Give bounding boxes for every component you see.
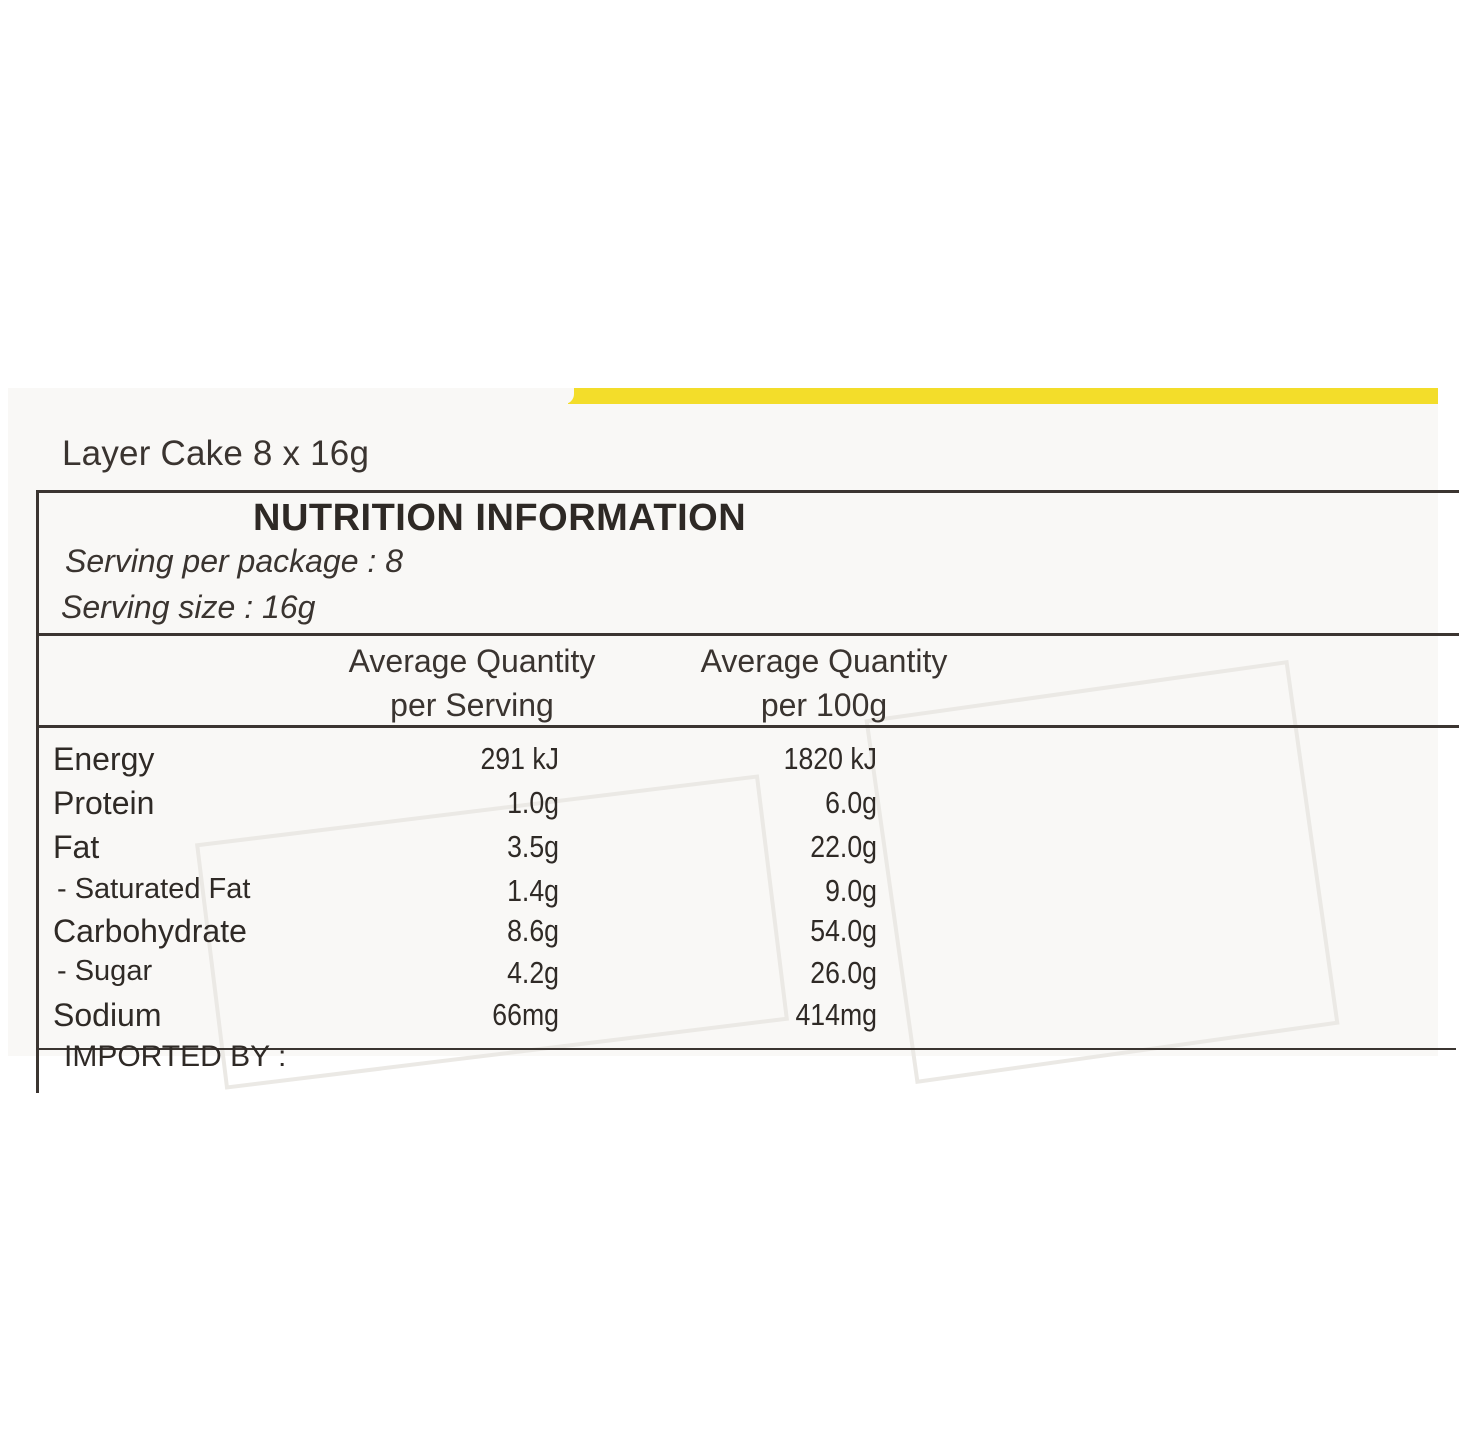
nutrient-row (39, 955, 939, 997)
value-per-serving: 1.0g (507, 785, 559, 820)
column-header-per-serving (327, 639, 617, 727)
panel-title: NUTRITION INFORMATION (253, 497, 747, 539)
nutrient-name: Carbohydrate (53, 913, 247, 949)
value-per-100g: 22.0g (810, 829, 877, 864)
nutrient-row (39, 873, 939, 915)
divider (39, 633, 1459, 636)
divider (39, 725, 1459, 728)
nutrient-row (39, 997, 939, 1039)
value-per-100g: 26.0g (810, 955, 877, 990)
importer-line-cut-off: IMPORTED BY : (64, 1040, 287, 1073)
value-per-serving: 4.2g (507, 955, 559, 990)
value-per-serving: 3.5g (507, 829, 559, 864)
value-per-100g: 54.0g (810, 913, 877, 948)
nutrition-label-photo (8, 388, 1438, 1073)
value-per-100g: 6.0g (825, 785, 877, 820)
serving-per-package: Serving per package : 8 (65, 543, 403, 579)
column-header-per-100g (674, 639, 974, 727)
nutrient-row (39, 741, 939, 783)
nutrient-name: - Sugar (57, 955, 153, 987)
header-line: per 100g (760, 687, 888, 723)
header-line: Average Quantity (348, 643, 596, 679)
header-line: per Serving (390, 687, 554, 723)
nutrient-name: Sodium (53, 997, 162, 1033)
value-per-100g: 9.0g (825, 873, 877, 908)
serving-size: Serving size : 16g (61, 589, 316, 625)
yellow-packaging-strip (568, 388, 1438, 404)
nutrient-name: Energy (53, 741, 155, 777)
product-name: Layer Cake 8 x 16g (62, 434, 370, 473)
nutrient-name: Protein (53, 785, 155, 821)
nutrient-name: - Saturated Fat (57, 873, 251, 905)
value-per-serving: 291 kJ (480, 741, 559, 776)
nutrient-name: Fat (53, 829, 100, 865)
header-line: Average Quantity (700, 643, 948, 679)
nutrient-row (39, 829, 939, 871)
value-per-100g: 414mg (795, 997, 877, 1032)
nutrition-panel (36, 490, 1459, 1093)
value-per-serving: 8.6g (507, 913, 559, 948)
value-per-100g: 1820 kJ (783, 741, 877, 776)
value-per-serving: 1.4g (507, 873, 559, 908)
value-per-serving: 66mg (492, 997, 559, 1032)
nutrient-row (39, 785, 939, 827)
nutrient-row (39, 913, 939, 955)
